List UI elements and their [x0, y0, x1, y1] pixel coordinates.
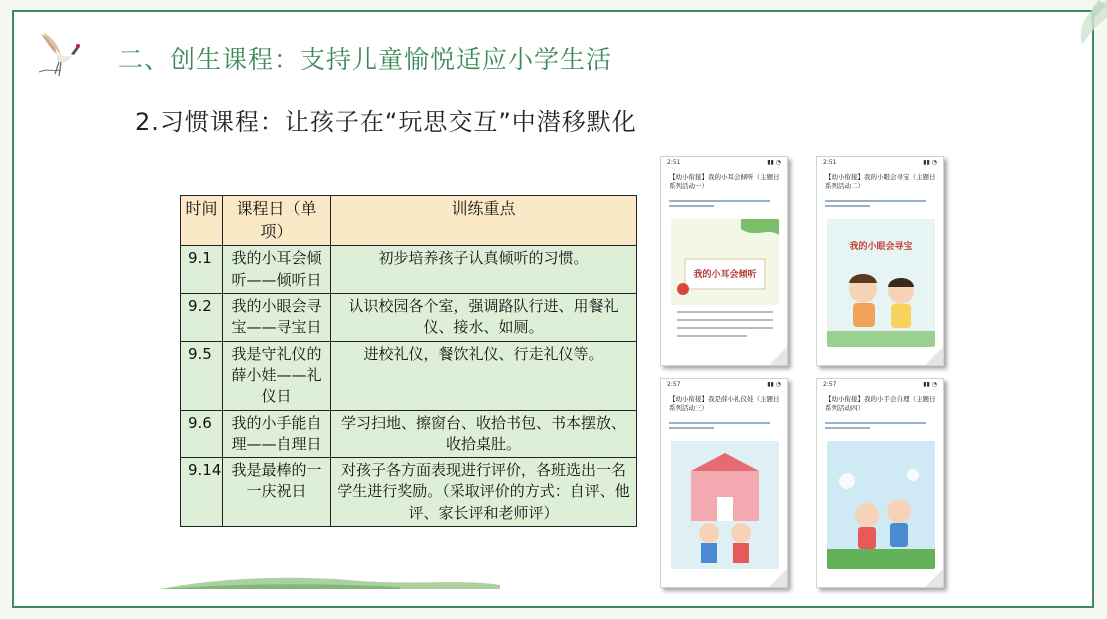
status-time: 2:51: [667, 159, 681, 166]
row-course: 我的小耳会倾听——倾听日: [223, 246, 331, 294]
article-screenshot-4: [816, 378, 944, 588]
row-focus: 进校礼仪，餐饮礼仪、行走礼仪等。: [331, 341, 637, 410]
table-row: [181, 410, 637, 458]
article-title: 【幼小衔接】我的小眼会寻宝（主题日系列活动二）: [825, 173, 936, 190]
grass-decoration: [160, 555, 500, 589]
signal-icon: ▮▮ ◔: [923, 381, 937, 388]
article-title: 【幼小衔接】我的小耳会倾听（主题日系列活动一）: [669, 173, 780, 190]
article-cover-image: [671, 441, 779, 569]
cover-illustration: [671, 441, 779, 569]
slide-subheading: 2.习惯课程：让孩子在“玩思交互”中潜移默化: [135, 108, 637, 136]
status-time: 2:57: [823, 381, 837, 388]
table-row: [181, 341, 637, 410]
row-focus: 学习扫地、擦窗台、收拾书包、书本摆放、收拾桌肚。: [331, 410, 637, 458]
article-screenshot-1: [660, 156, 788, 366]
page-curl: [925, 569, 943, 587]
article-cover-image: [671, 219, 779, 347]
table-header-row: [181, 196, 637, 246]
row-focus: 初步培养孩子认真倾听的习惯。: [331, 246, 637, 294]
row-course: 我是守礼仪的薛小娃——礼仪日: [223, 341, 331, 410]
cover-title: 我的小耳会倾听: [693, 270, 757, 280]
row-course: 我的小眼会寻宝——寻宝日: [223, 294, 331, 342]
row-focus: 认识校园各个室，强调路队行进、用餐礼仪、接水、如厕。: [331, 294, 637, 342]
row-course: 我的小手能自理——自理日: [223, 410, 331, 458]
row-date: 9.2: [181, 294, 223, 342]
row-date: 9.5: [181, 341, 223, 410]
article-cover-image: [827, 441, 935, 569]
article-cover-image: [827, 219, 935, 347]
cover-illustration: [827, 441, 935, 569]
row-date: 9.1: [181, 246, 223, 294]
header-course-day: 课程日（单项）: [223, 196, 331, 246]
article-title: 【幼小衔接】我的小手会自理（主题日系列活动四）: [825, 395, 936, 412]
row-date: 9.6: [181, 410, 223, 458]
row-date: 9.14: [181, 458, 223, 527]
page-curl: [925, 347, 943, 365]
article-meta: [825, 197, 937, 209]
habit-course-table: [180, 195, 637, 527]
row-focus: 对孩子各方面表现进行评价，各班选出一名学生进行奖励。（采取评价的方式：自评、他评、家长评和老师评）: [331, 458, 637, 527]
article-title: 【幼小衔接】我是薛小礼仪娃（主题日系列活动三）: [669, 395, 780, 412]
status-time: 2:51: [823, 159, 837, 166]
page-curl: [769, 569, 787, 587]
article-screenshot-3: [660, 378, 788, 588]
cover-title: 我的小眼会寻宝: [849, 242, 913, 252]
signal-icon: ▮▮ ◔: [767, 159, 781, 166]
signal-icon: ▮▮ ◔: [767, 381, 781, 388]
cover-illustration: [671, 219, 779, 347]
article-meta: [825, 419, 937, 431]
table-row: [181, 458, 637, 527]
status-time: 2:57: [667, 381, 681, 388]
slide-heading: 二、创生课程：支持儿童愉悦适应小学生活: [118, 45, 613, 74]
article-screenshot-2: [816, 156, 944, 366]
article-meta: [669, 419, 781, 431]
crane-icon: [33, 28, 85, 80]
header-time: 时间: [181, 196, 223, 246]
signal-icon: ▮▮ ◔: [923, 159, 937, 166]
article-meta: [669, 197, 781, 209]
table-row: [181, 294, 637, 342]
page-curl: [769, 347, 787, 365]
header-training-focus: 训练重点: [331, 196, 637, 246]
leaf-decoration-top-right: [1037, 0, 1107, 70]
table-row: [181, 246, 637, 294]
row-course: 我是最棒的一一庆祝日: [223, 458, 331, 527]
